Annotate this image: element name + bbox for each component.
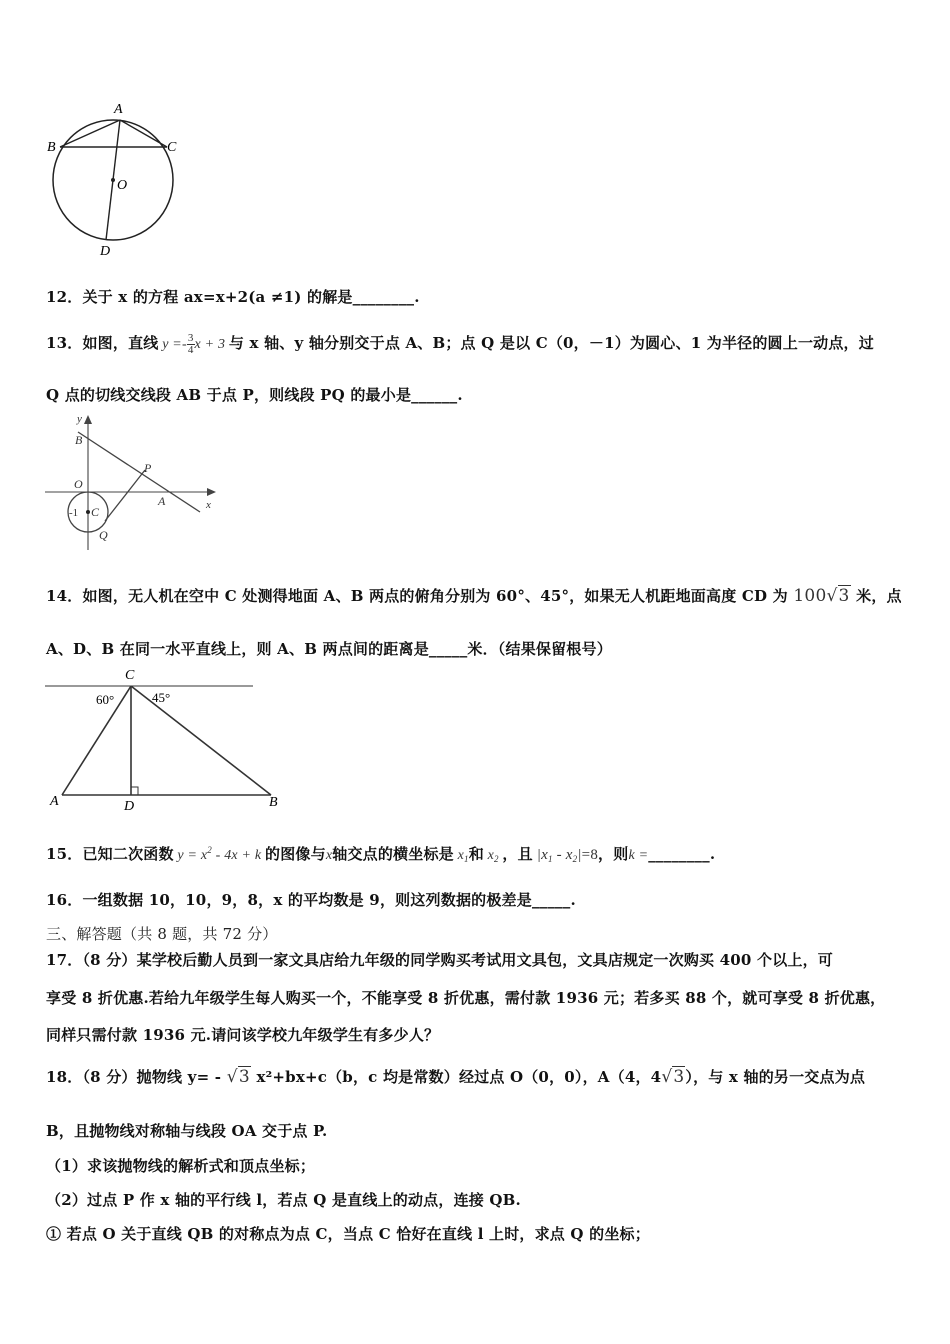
- figure-drone: [40, 664, 280, 814]
- label-d: D: [124, 799, 135, 814]
- q18-root2: √3: [661, 1067, 685, 1087]
- q15-abs: $|x_1 - x_2|=8$: [532, 847, 599, 864]
- q15-x2: $x_2$: [487, 848, 499, 864]
- q18-root1: √3: [221, 1067, 250, 1087]
- label-p: P: [144, 461, 152, 475]
- label-o: O: [74, 477, 83, 491]
- label-q: Q: [99, 528, 108, 542]
- label-y: y: [77, 413, 82, 425]
- question-14-line2: A、D、B 在同一水平直线上，则 A、B 两点间的距离是_____米．（结果保留根号）: [46, 640, 612, 658]
- question-18-part1: （1）求该抛物线的解析式和顶点坐标；: [46, 1157, 316, 1175]
- question-18-line2: B，且抛物线对称轴与线段 OA 交于点 P.: [46, 1122, 328, 1140]
- question-17-line2: 享受 8 折优惠.若给九年级学生每人购买一个，不能享受 8 折优惠，需付款 1936 元；若多买 88 个，就可享受 8 折优惠，: [46, 989, 886, 1007]
- y-axis-arrow: [84, 415, 92, 424]
- question-16: 16．一组数据 10，10，9，8，x 的平均数是 9，则这列数据的极差是_____.: [46, 891, 576, 909]
- q15-x1: $x_1$: [457, 848, 469, 864]
- q15-function: $y = x^2 - 4x + k$: [177, 845, 262, 863]
- question-17-line1: 17．（8 分）某学校后勤人员到一家文具店给九年级的同学购买考试用文具包，文具店规定一次购买 400 个以上，可: [46, 951, 833, 969]
- label-angle-60: 60°: [96, 692, 115, 707]
- q14-height: 100√3: [793, 586, 850, 606]
- label-c: C: [91, 505, 100, 519]
- figure-coordinate: [40, 410, 225, 555]
- label-a: A: [114, 102, 123, 117]
- tangent-pq: [105, 470, 145, 521]
- question-14-line1: 14．如图，无人机在空中 C 处测得地面 A、B 两点的俯角分别为 60°、45°，如果无人机距地面高度 CD 为 100√3 米，点: [46, 586, 902, 606]
- point-c: [86, 510, 90, 514]
- center-dot: [111, 178, 115, 182]
- label-a: A: [50, 794, 59, 809]
- line-ab: [78, 432, 200, 512]
- q13-prefix: 13．如图，直线: [46, 334, 159, 352]
- question-12: 12．关于 x 的方程 ax=x+2(a ≠1) 的解是________.: [46, 288, 420, 306]
- label-b: B: [269, 795, 278, 810]
- question-17-line3: 同样只需付款 1936 元.请问该学校九年级学生有多少人？: [46, 1026, 440, 1044]
- question-13-line1: [46, 332, 874, 356]
- label-o: O: [117, 178, 128, 193]
- label-angle-45: 45°: [152, 690, 171, 705]
- q13-equation: y =- $\frac{3}{4}$ x + 3: [162, 332, 226, 357]
- label-b: B: [75, 433, 83, 447]
- figure-circle: [40, 95, 190, 260]
- label-a: A: [158, 494, 166, 508]
- x-axis-arrow: [207, 488, 216, 496]
- section-3-title: 三、解答题（共 8 题，共 72 分）: [46, 925, 278, 943]
- right-angle-mark: [131, 787, 138, 795]
- question-18-line1: 18．（8 分）抛物线 y= - √3 x²+bx+c（b，c 均是常数）经过点 O（0，0），A（4，4√3），与 x 轴的另一交点为点: [46, 1067, 866, 1087]
- question-18-part2-1: ① 若点 O 关于直线 QB 的对称点为点 C，当点 C 恰好在直线 l 上时，求点 Q 的坐标；: [46, 1225, 650, 1243]
- chord-ac: [120, 120, 167, 147]
- label-c: C: [125, 668, 135, 683]
- question-13-line2: Q 点的切线交线段 AB 于点 P，则线段 PQ 的最小是______.: [46, 386, 463, 404]
- question-18-part2: （2）过点 P 作 x 轴的平行线 l，若点 Q 是直线上的动点，连接 QB.: [46, 1191, 521, 1209]
- label-minus1: -1: [69, 507, 79, 519]
- label-d: D: [100, 244, 111, 259]
- label-c: C: [167, 140, 177, 155]
- label-b: B: [47, 140, 56, 155]
- question-15: 15．已知二次函数 $y = x^2 - 4x + k$ 的图像与x轴交点的横坐标是 $x_1$和 $x_2$ ，且 $|x_1 - x_2|=8$，则k =________.: [46, 845, 716, 864]
- label-x: x: [206, 499, 211, 511]
- q13-rest: 与 x 轴、y 轴分别交于点 A、B；点 Q 是以 C（0，－1）为圆心、1 为半径的圆上一动点，过: [228, 334, 874, 352]
